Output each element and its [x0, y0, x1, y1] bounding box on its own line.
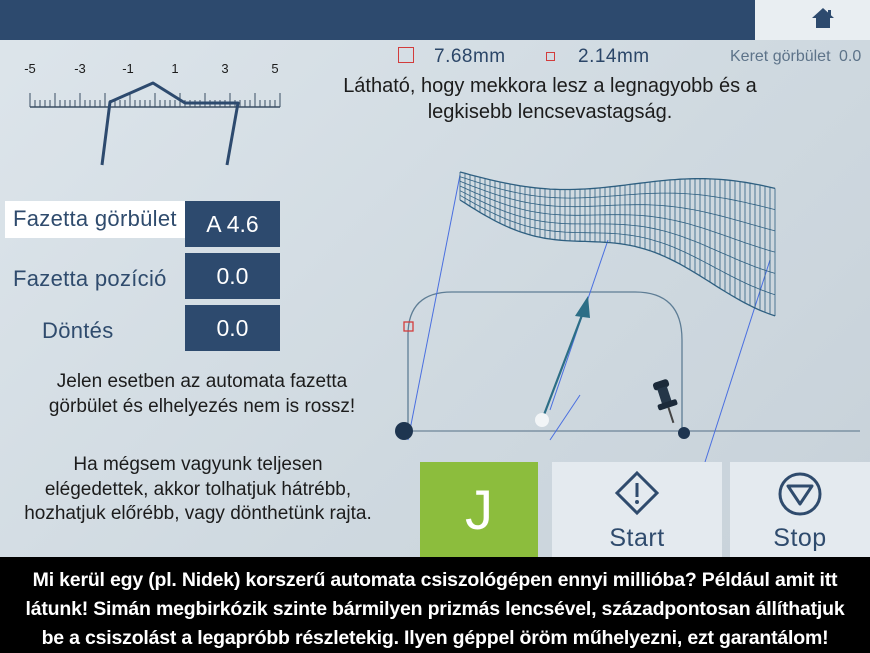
caption-line: Jelen esetben az automata fazetta — [56, 371, 348, 392]
caption-line: elégedettek, akkor tolhatjuk hátrébb, — [44, 478, 352, 500]
bevel-position-label: Fazetta pozíció — [13, 266, 167, 291]
reference-point-white — [535, 413, 549, 427]
ruler-tick-label: -5 — [24, 61, 36, 76]
caption-assessment — [22, 370, 382, 419]
ruler-tick-label: 3 — [221, 61, 229, 76]
home-icon — [808, 4, 838, 32]
ruler-tick-label: 1 — [171, 61, 179, 76]
bevel-position-field[interactable]: 0.0 — [185, 253, 280, 299]
j-button[interactable]: J — [420, 462, 538, 557]
frame-curve-label: Keret görbület — [730, 48, 831, 65]
caption-line: Ha mégsem vagyunk teljesen — [73, 454, 323, 475]
bevel-curve-label: Fazetta görbület — [5, 201, 185, 238]
footer-caption — [0, 557, 870, 653]
stop-button[interactable] — [730, 462, 870, 557]
min-thickness-marker — [546, 52, 555, 61]
stop-label: Stop — [773, 524, 827, 552]
right-anchor-point[interactable] — [678, 427, 690, 439]
direction-arrow-shaft — [542, 310, 584, 420]
footer-line: Mi kerül egy (pl. Nidek) korszerű automata csiszológépen ennyi millióba? Például amit itt — [32, 569, 838, 591]
max-thickness-marker — [398, 47, 414, 63]
footer-line: be a csiszolást a legapróbb részletekig. Ilyen géppel öröm műhelyezni, ezt garantálom! — [41, 627, 829, 649]
min-thickness-value: 2.14mm — [578, 46, 650, 67]
max-thickness-value: 7.68mm — [434, 46, 506, 67]
caption-line: hozhatjuk előrébb, vagy dönthetünk rajta. — [24, 503, 372, 525]
left-anchor-point[interactable] — [395, 422, 413, 440]
caption-adjustment — [0, 453, 396, 527]
start-label: Start — [609, 524, 665, 552]
tilt-label: Döntés — [42, 318, 114, 343]
bevel-profile-line — [102, 83, 238, 165]
caption-line: görbület és elhelyezés nem is rossz! — [48, 395, 356, 417]
lens-3d-view[interactable] — [390, 150, 870, 470]
home-button[interactable] — [808, 4, 838, 32]
frame-curve-value: 0.0 — [838, 48, 862, 65]
ruler-tick-label: -3 — [74, 61, 86, 76]
footer-line: látunk! Simán megbirkózik szinte bármilyen prizmás lencsével, századpontosan állíthatjuk — [25, 598, 845, 620]
ruler-tick-label: 5 — [271, 61, 279, 76]
lens-edge-wireframe — [460, 172, 775, 316]
tilt-field[interactable]: 0.0 — [185, 305, 280, 351]
diamond-start-icon — [614, 470, 660, 516]
start-button[interactable] — [552, 462, 722, 557]
circle-triangle-stop-icon — [776, 470, 824, 518]
caption-line: Látható, hogy mekkora lesz a legnagyobb és a — [343, 75, 757, 97]
projection-line — [550, 395, 580, 440]
bevel-angle-gauge — [20, 55, 290, 170]
pushpin-icon[interactable] — [650, 378, 683, 426]
caption-thickness — [310, 73, 790, 125]
caption-line: legkisebb lencsevastagság. — [427, 101, 673, 123]
direction-arrow-head — [575, 296, 590, 318]
top-bar — [0, 0, 755, 40]
frame-curve-readout — [730, 48, 861, 66]
bevel-curve-field[interactable]: A 4.6 — [185, 201, 280, 247]
ruler-tick-label: -1 — [122, 61, 134, 76]
